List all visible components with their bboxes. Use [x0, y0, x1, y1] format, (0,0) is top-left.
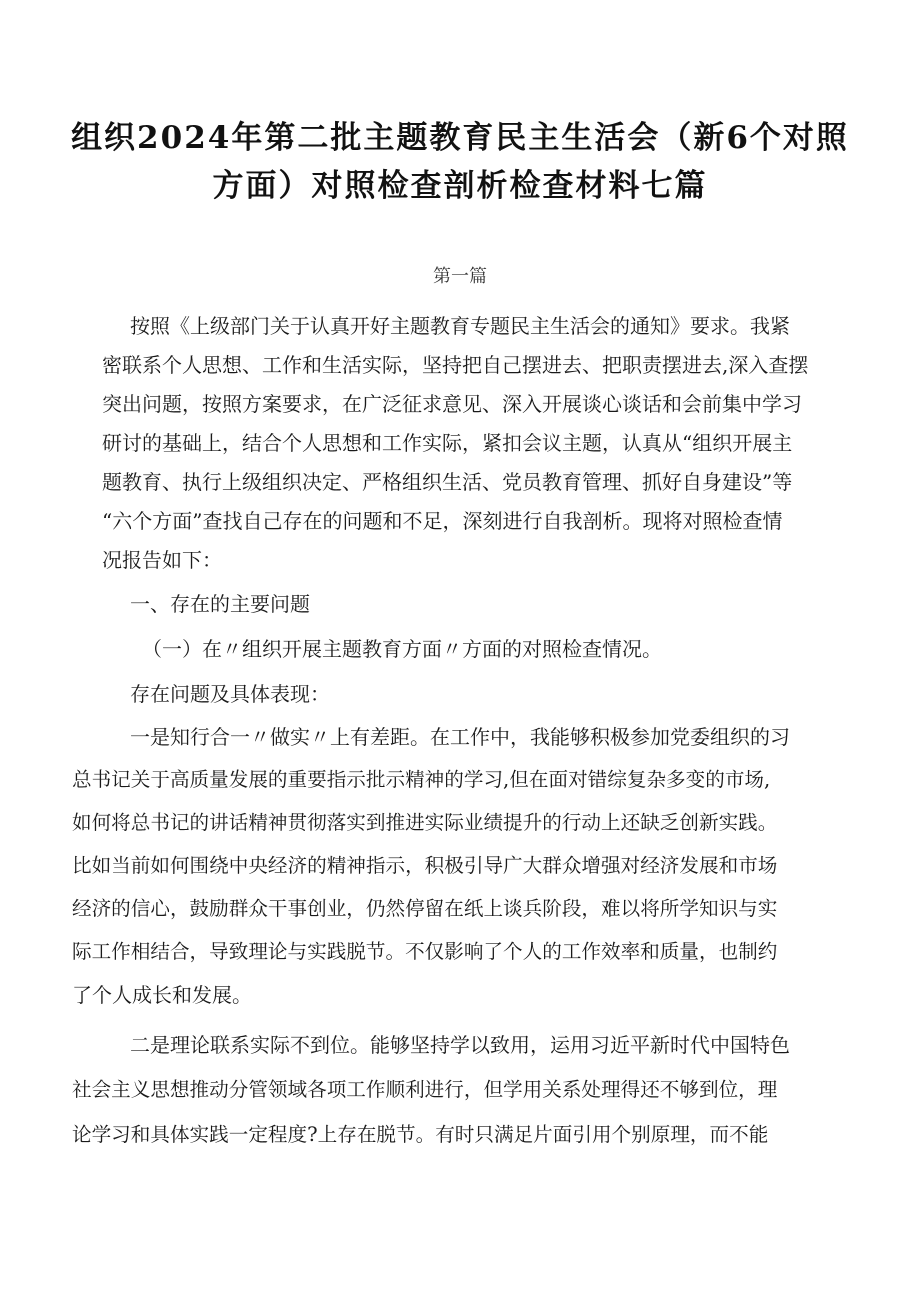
subsection-heading: （一）在〃组织开展主题教育方面〃方面的对照检查情况。	[142, 637, 662, 661]
paragraph-line: 际工作相结合，导致理论与实践脱节。不仅影响了个人的工作效率和质量，也制约	[72, 940, 778, 963]
paragraph-line: 密联系个人思想、工作和生活实际，坚持把自己摆进去、把职责摆进去,深入查摆	[102, 353, 809, 377]
paragraph-line: 存在问题及具体表现：	[130, 682, 330, 706]
document-title-line-2: 方面）对照检查剖析检查材料七篇	[212, 168, 708, 204]
paragraph-line: 一是知行合一〃做实〃上有差距。在工作中，我能够积极参加党委组织的习	[130, 725, 790, 749]
paragraph-line: 经济的信心，鼓励群众干事创业，仍然停留在纸上谈兵阶段，难以将所学知识与实	[72, 897, 778, 920]
paragraph-line: 题教育、执行上级组织决定、严格组织生活、党员教育管理、抓好自身建设”等	[102, 470, 793, 494]
paragraph-line: 了个人成长和发展。	[72, 983, 252, 1007]
paragraph-line: 突出问题，按照方案要求，在广泛征求意见、深入开展谈心谈话和会前集中学习	[102, 392, 802, 416]
paragraph-line: 按照《上级部门关于认真开好主题教育专题民主生活会的通知》要求。我紧	[130, 314, 790, 338]
paragraph-line: 二是理论联系实际不到位。能够坚持学以致用，运用习近平新时代中国特色	[130, 1033, 790, 1057]
paragraph-line: 社会主义思想推动分管领域各项工作顺利进行，但学用关系处理得还不够到位，理	[72, 1078, 778, 1101]
paragraph-line: “六个方面”查找自己存在的问题和不足，深刻进行自我剖析。现将对照检查情	[102, 509, 783, 533]
paragraph-line: 如何将总书记的讲话精神贯彻落实到推进实际业绩提升的行动上还缺乏创新实践。	[72, 811, 778, 834]
paragraph-line: 研讨的基础上，结合个人思想和工作实际，紧扣会议主题，认真从“组织开展主	[102, 431, 793, 455]
section-heading: 第一篇	[433, 266, 487, 287]
paragraph-line: 总书记关于高质量发展的重要指示批示精神的学习,但在面对错综复杂多变的市场,	[72, 768, 771, 791]
paragraph-line: 论学习和具体实践一定程度?上存在脱节。有时只满足片面引用个别原理，而不能	[72, 1123, 769, 1146]
section-heading-problems: 一、存在的主要问题	[130, 592, 310, 616]
document-title-line-1: 组织2024年第二批主题教育民主生活会（新6个对照	[71, 120, 849, 156]
paragraph-line: 况报告如下：	[102, 548, 222, 572]
paragraph-line: 比如当前如何围绕中央经济的精神指示，积极引导广大群众增强对经济发展和市场	[72, 854, 778, 877]
